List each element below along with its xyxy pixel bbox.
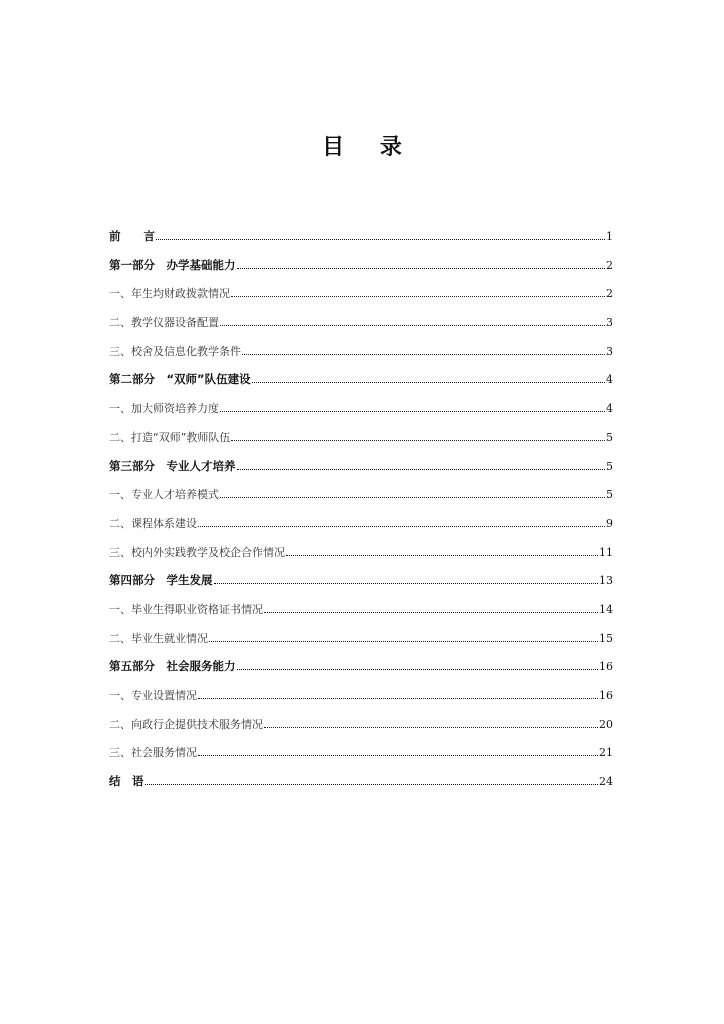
toc-dot-leader — [286, 554, 598, 556]
toc-dot-leader — [231, 295, 605, 297]
toc-dot-leader — [145, 783, 599, 785]
toc-section-entry[interactable] — [109, 658, 613, 687]
toc-page-number: 2 — [606, 258, 613, 272]
toc-page-number: 24 — [599, 775, 613, 789]
toc-entry-label: 一、专业设置情况 — [109, 689, 197, 702]
toc-page-number: 21 — [599, 746, 613, 760]
toc-dot-leader — [242, 353, 605, 355]
toc-dot-leader — [220, 410, 605, 412]
toc-section-entry[interactable] — [109, 371, 613, 400]
toc-page-number: 1 — [606, 230, 613, 243]
toc-page-number: 11 — [599, 545, 613, 559]
toc-page-number: 9 — [606, 516, 613, 530]
page-title: 目 录 — [322, 135, 416, 160]
toc-entry-label: 三、校内外实践教学及校企合作情况 — [109, 545, 285, 559]
toc-subsection-entry[interactable] — [109, 744, 613, 773]
toc-dot-leader — [198, 697, 598, 699]
toc-entry-label: 一、年生均财政拨款情况 — [109, 287, 230, 301]
table-of-contents — [109, 228, 613, 802]
toc-subsection-entry[interactable] — [109, 400, 613, 429]
toc-dot-leader — [264, 726, 598, 728]
toc-entry-label: 三、社会服务情况 — [109, 746, 197, 760]
toc-subsection-entry[interactable] — [109, 716, 613, 745]
toc-subsection-entry[interactable] — [109, 314, 613, 343]
toc-entry-label: 二、打造“双师”教师队伍 — [109, 430, 231, 444]
toc-subsection-entry[interactable] — [109, 429, 613, 458]
toc-dot-leader — [209, 640, 598, 642]
toc-section-entry[interactable] — [109, 572, 613, 601]
toc-subsection-entry[interactable] — [109, 515, 613, 544]
toc-dot-leader — [252, 381, 605, 383]
toc-page-number: 16 — [599, 660, 613, 674]
toc-page-number: 2 — [606, 287, 613, 301]
toc-entry-label: 第一部分 办学基础能力 — [109, 257, 236, 272]
toc-section-entry[interactable] — [109, 458, 613, 487]
toc-entry-label: 第四部分 学生发展 — [109, 573, 213, 588]
toc-entry-label: 第二部分 “双师”队伍建设 — [109, 372, 251, 387]
toc-subsection-entry[interactable] — [109, 630, 613, 659]
toc-entry-label: 前 言 — [109, 229, 155, 243]
toc-page-number: 3 — [606, 344, 613, 358]
toc-page-number: 4 — [606, 402, 613, 416]
toc-subsection-entry[interactable] — [109, 343, 613, 372]
toc-section-entry[interactable] — [109, 773, 613, 802]
toc-entry-label: 第三部分 专业人才培养 — [109, 458, 236, 473]
toc-entry-label: 二、教学仪器设备配置 — [109, 316, 219, 330]
toc-subsection-entry[interactable] — [109, 687, 613, 716]
toc-dot-leader — [198, 525, 605, 527]
toc-subsection-entry[interactable] — [109, 486, 613, 515]
toc-subsection-entry[interactable] — [109, 544, 613, 573]
toc-page-number: 5 — [606, 430, 613, 444]
toc-page-number: 16 — [599, 689, 613, 702]
toc-page-number: 3 — [606, 316, 613, 330]
toc-dot-leader — [214, 582, 599, 584]
toc-entry-label: 一、专业人才培养模式 — [109, 488, 219, 502]
toc-page-number: 15 — [599, 631, 613, 645]
toc-dot-leader — [220, 324, 605, 326]
toc-entry-label: 三、校舍及信息化教学条件 — [109, 344, 241, 358]
toc-entry-label: 一、毕业生得职业资格证书情况 — [109, 602, 263, 616]
toc-subsection-entry[interactable] — [109, 285, 613, 314]
toc-page-number: 20 — [599, 717, 613, 731]
toc-dot-leader — [237, 267, 606, 269]
toc-entry-label: 结 语 — [109, 774, 144, 789]
toc-page-number: 4 — [606, 373, 613, 387]
toc-dot-leader — [198, 754, 598, 756]
toc-dot-leader — [220, 496, 605, 498]
toc-section-entry[interactable] — [109, 228, 613, 257]
toc-dot-leader — [231, 439, 605, 441]
toc-entry-label: 二、毕业生就业情况 — [109, 631, 208, 645]
toc-page-number: 5 — [606, 459, 613, 473]
toc-page-number: 14 — [599, 602, 613, 616]
toc-entry-label: 一、加大师资培养力度 — [109, 402, 219, 416]
toc-page-number: 13 — [599, 574, 613, 588]
toc-entry-label: 第五部分 社会服务能力 — [109, 659, 236, 674]
toc-subsection-entry[interactable] — [109, 601, 613, 630]
toc-dot-leader — [237, 468, 606, 470]
toc-entry-label: 二、课程体系建设 — [109, 516, 197, 530]
toc-entry-label: 二、向政行企提供技术服务情况 — [109, 717, 263, 731]
toc-dot-leader — [264, 611, 598, 613]
toc-dot-leader — [156, 238, 605, 240]
toc-dot-leader — [237, 668, 599, 670]
toc-page-number: 5 — [606, 488, 613, 502]
toc-section-entry[interactable] — [109, 257, 613, 286]
